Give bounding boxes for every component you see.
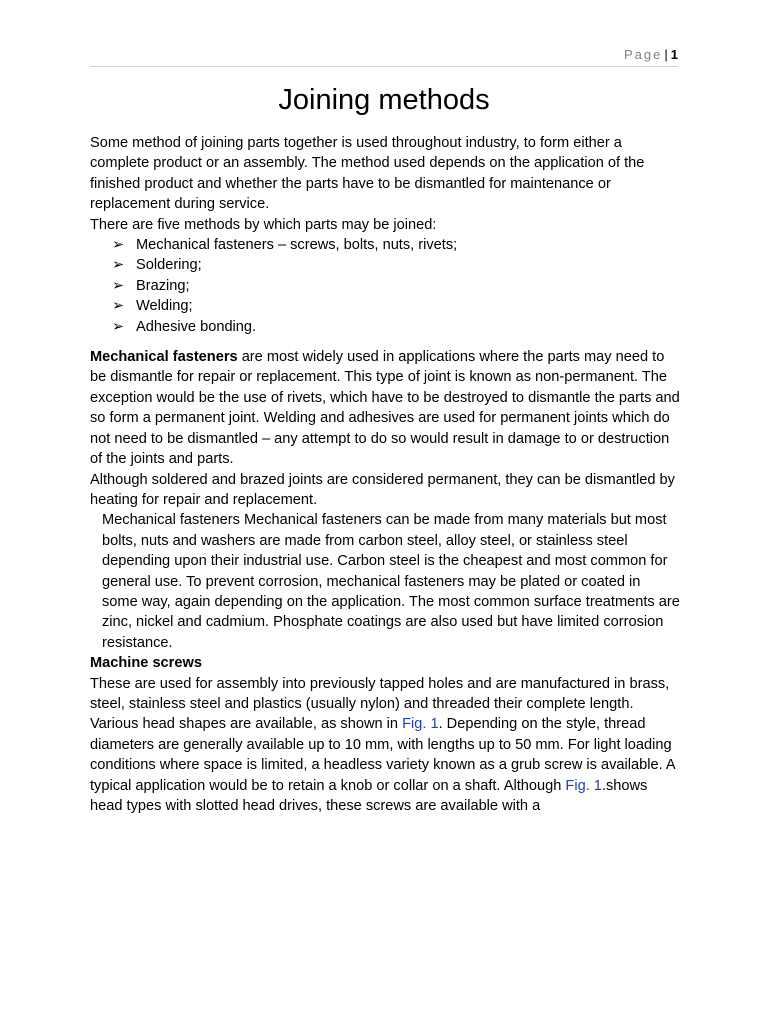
list-item: [112, 317, 680, 337]
methods-intro: There are five methods by which parts may be joined:: [90, 216, 437, 233]
methods-list: [90, 235, 680, 337]
machine-screws-paragraph: These are used for assembly into previously tapped holes and are manufactured in brass, steel, stainless steel and plastics (usually nylon) and threaded their complete length. Various head shapes are available, as shown in Fig. 1. Depending on the style, thread diameters are generally available up to 10 mm, with lengths up to 50 mm. For light loading conditions where space is limited, a headless variety known as a grub screw is available. A typical application would be to retain a knob or collar on a shaft. Although Fig. 1.shows head types with slotted head drives, these screws are available with a: [90, 675, 675, 814]
page-title: Joining methods: [278, 84, 490, 116]
document-body: [90, 133, 680, 816]
mechanical-fasteners-paragraph: [90, 347, 680, 469]
arrow-bullet-icon: ➢: [112, 298, 125, 315]
fastener-materials-paragraph: Mechanical fasteners Mechanical fasteners can be made from many materials but most bolts, nuts and washers are made from carbon steel, alloy steel, or stainless steel depending upon their industrial use. Carbon steel is the cheapest and most common for general use. To prevent corrosion, mechanical fasteners may be plated or coated in some way, again depending on the application. The most common surface treatments are zinc, nickel and cadmium. Phosphate coatings are also used but have limited corrosion resistance.: [102, 512, 680, 651]
page-number: 1: [670, 47, 678, 62]
arrow-bullet-icon: ➢: [112, 318, 125, 335]
list-item-text: Brazing;: [136, 277, 190, 294]
header-rule: [90, 66, 678, 67]
page-header: [624, 47, 678, 62]
page-separator: |: [664, 47, 668, 62]
mechanical-fasteners-text: are most widely used in applications where the parts may need to be dismantle for repair or replacement. This type of joint is known as non-permanent. The exception would be the use of rivets, which have to be destroyed to dismantle the parts and so form a permanent joint. Welding and adhesives are used for permanent joints which do not need to be dismantled – any attempt to do so would result in damage to or destruction of the joints and parts.: [90, 349, 680, 468]
mechanical-fasteners-term: Mechanical fasteners: [90, 349, 238, 366]
arrow-bullet-icon: ➢: [112, 277, 125, 294]
list-item: [112, 276, 680, 296]
list-item-text: Mechanical fasteners – screws, bolts, nuts, rivets;: [136, 237, 458, 254]
list-item-text: Welding;: [136, 298, 193, 315]
fig-1-link[interactable]: Fig. 1: [565, 777, 602, 794]
arrow-bullet-icon: ➢: [112, 257, 125, 274]
list-item-text: Soldering;: [136, 257, 202, 274]
intro-paragraph: Some method of joining parts together is used throughout industry, to form either a complete product or an assembly. The method used depends on the application of the finished product and whether the parts have to be dismantled for maintenance or replacement during service.: [90, 135, 645, 213]
soldered-joints-paragraph: Although soldered and brazed joints are considered permanent, they can be dismantled by heating for repair and replacement.: [90, 471, 675, 508]
list-item-text: Adhesive bonding.: [136, 318, 257, 335]
page-label: Page: [624, 47, 663, 62]
list-item: [112, 296, 680, 316]
arrow-bullet-icon: ➢: [112, 237, 125, 254]
list-item: [112, 255, 680, 275]
fig-1-link[interactable]: Fig. 1: [402, 716, 439, 733]
machine-screws-heading: Machine screws: [90, 655, 202, 672]
list-item: [112, 235, 680, 255]
